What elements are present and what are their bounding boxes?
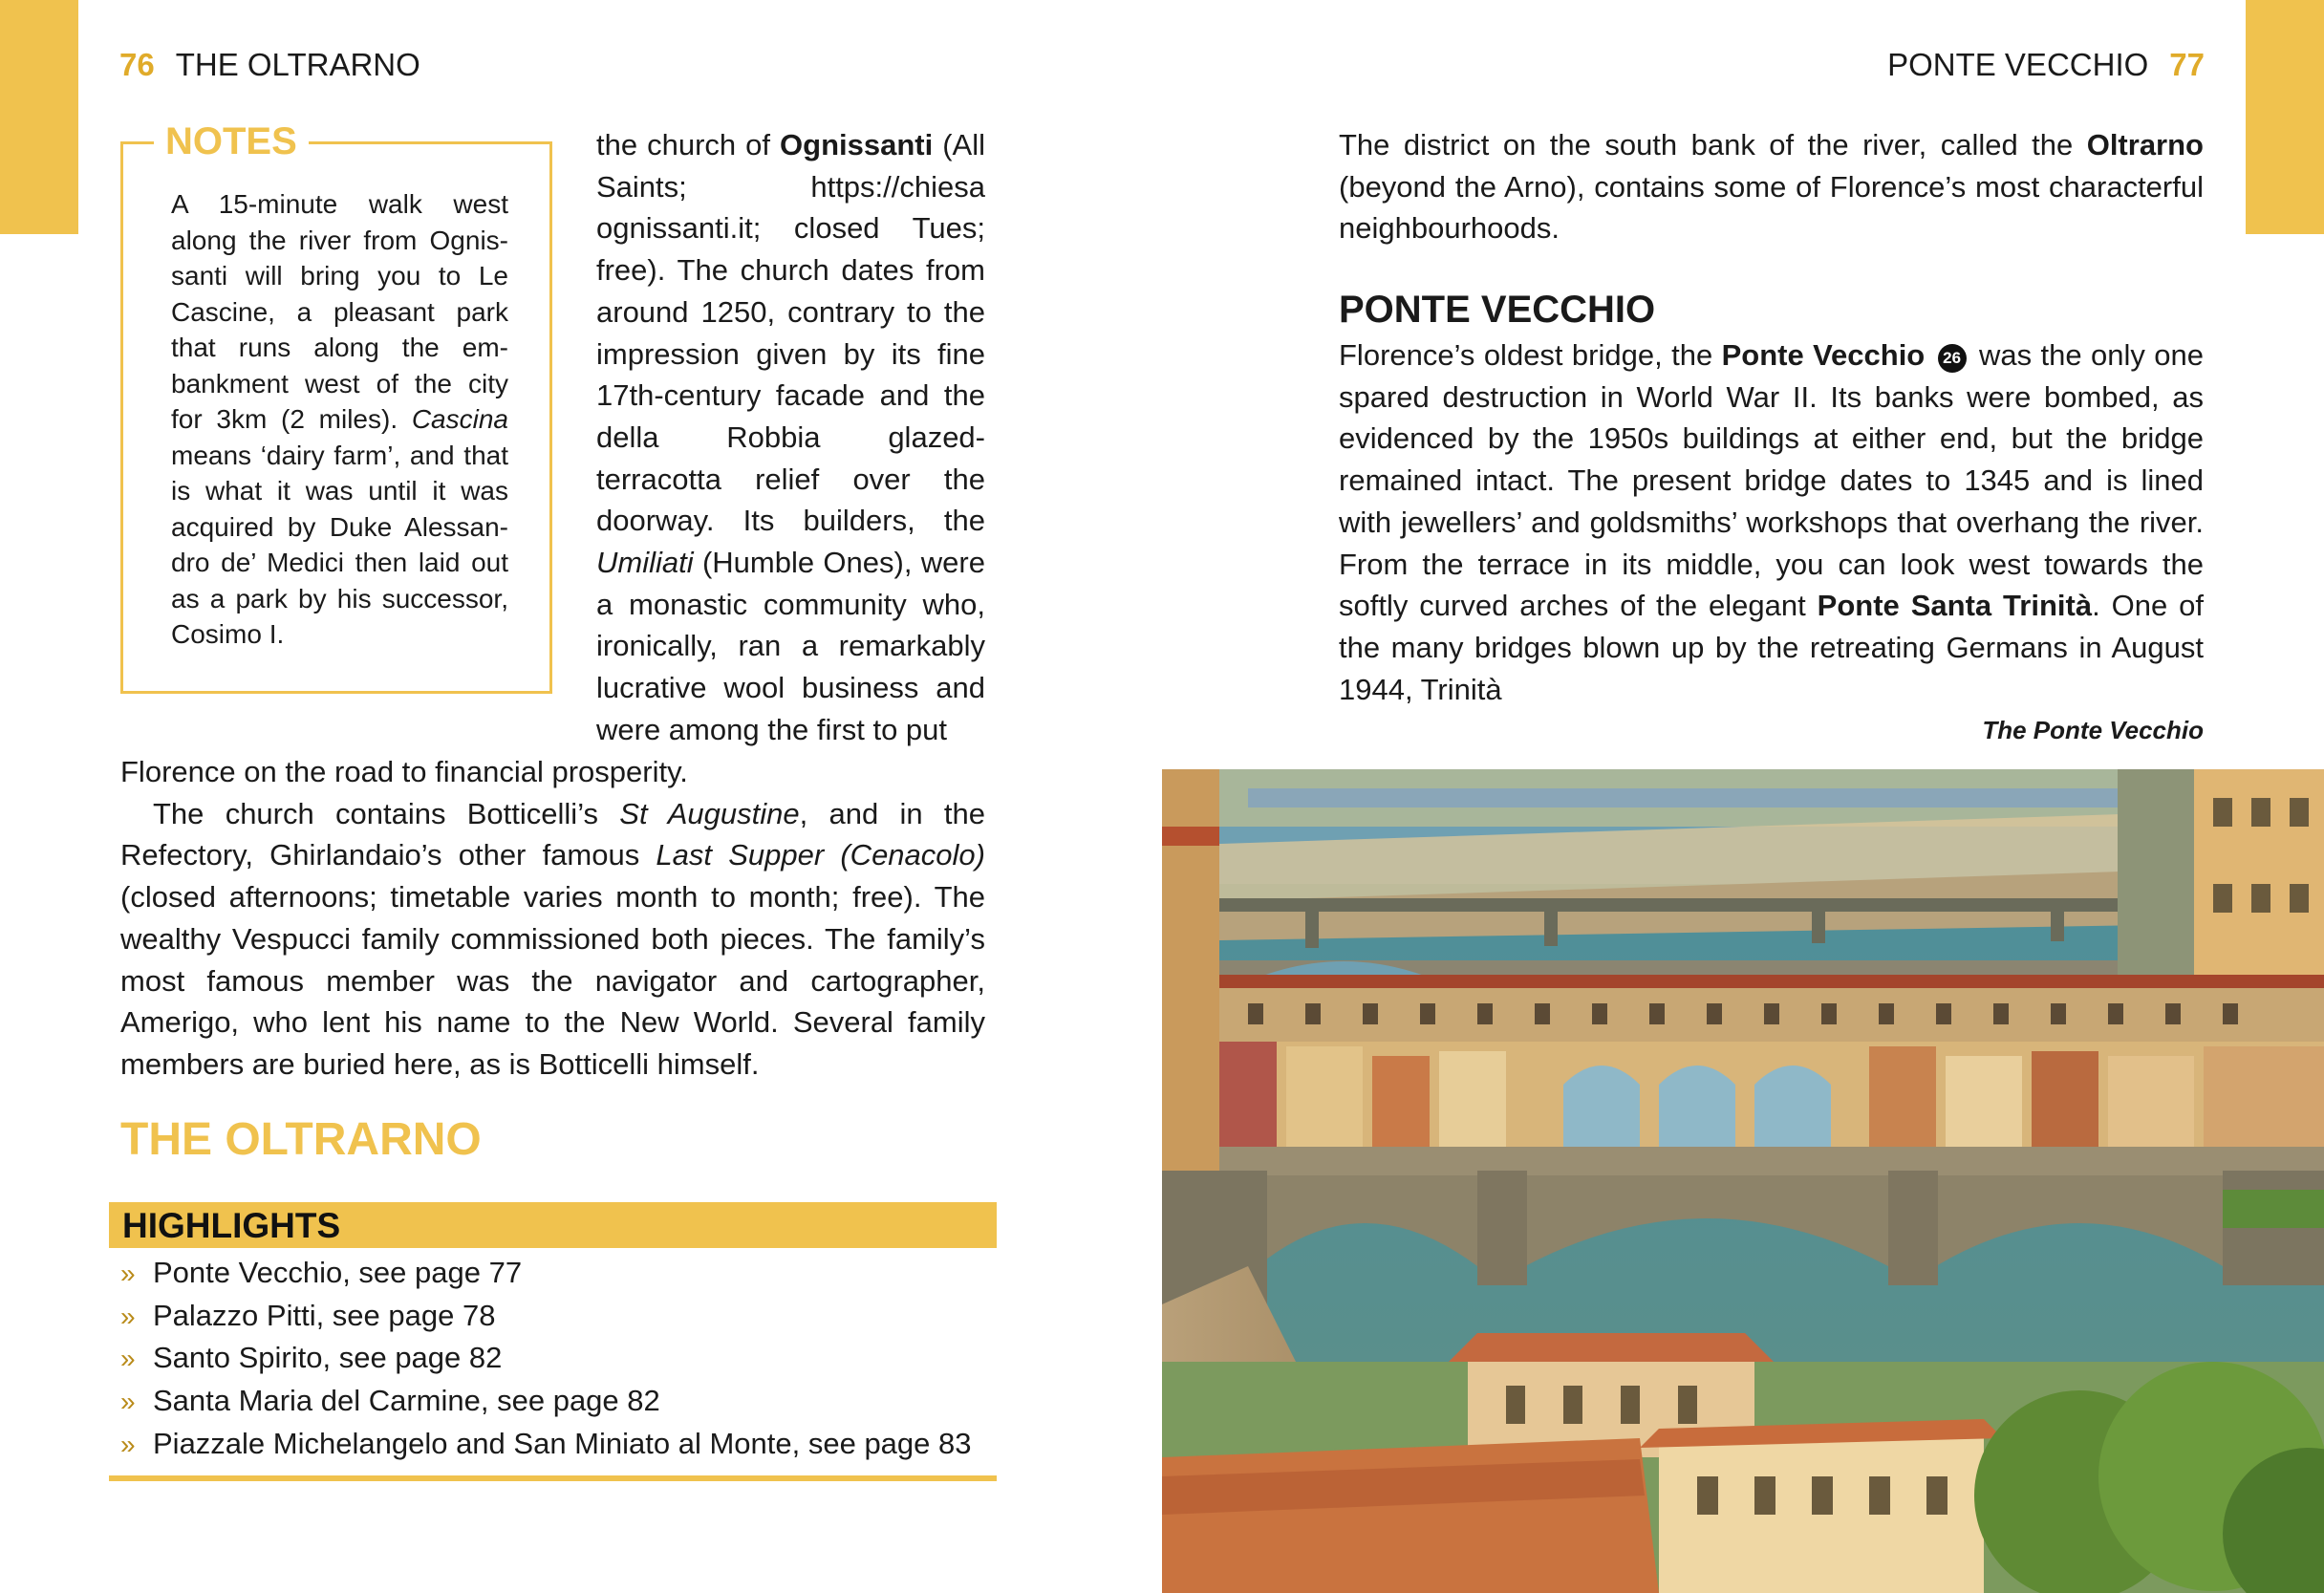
- ponte-vecchio-paragraph: [1339, 334, 2204, 710]
- photo-caption: The Ponte Vecchio: [1982, 716, 2204, 744]
- body-text: . One of the many bridges blown up by the retreating Germans in August 1944, Trinità: [1339, 589, 2204, 706]
- body-bold: Ognissanti: [780, 128, 934, 161]
- ognissanti-paragraph-continued: [120, 751, 985, 1086]
- bullet-marker: »: [120, 1387, 136, 1417]
- highlight-item-text: Palazzo Pitti, see page 78: [153, 1298, 496, 1332]
- ponte-vecchio-heading: PONTE VECCHIO: [1339, 289, 1656, 331]
- ponte-vecchio-illustration: [1162, 769, 2324, 1593]
- bullet-marker: »: [120, 1301, 136, 1331]
- body-bold: Ponte Santa Trinità: [1817, 589, 2093, 623]
- body-text: Florence’s oldest bridge, the: [1339, 338, 1722, 372]
- left-running-head: [119, 46, 420, 84]
- highlights-box: [109, 1202, 997, 1481]
- body-bold: Oltrarno: [2086, 128, 2204, 161]
- body-text: (beyond the Arno), contains some of Florence’s most characterful neighbourhoods.: [1339, 169, 2204, 246]
- body-text: (closed afternoons; timetable varies month to month; free). The wealthy Vespucci family commissioned both pieces. The family’s most famous member was the navigator and cartographer, Amerigo, who lent his name to the New World. Several family members are buried here, as is Botticelli himself.: [120, 880, 985, 1081]
- notes-text-italic: Cascina: [411, 404, 508, 434]
- body-bold: Ponte Vecchio: [1721, 338, 1926, 372]
- highlight-item: [120, 1337, 997, 1380]
- highlight-item: [120, 1380, 997, 1423]
- botticelli-paragraph: [120, 793, 985, 1086]
- left-page-tab: [0, 0, 78, 234]
- body-text: The church contains Botticelli’s: [153, 796, 620, 830]
- body-text: (Humble Ones), were a monastic community who, ironically, ran a remarkably lucrative wool business and were among the first to put: [596, 546, 985, 746]
- highlights-bottom-rule: [109, 1475, 997, 1481]
- highlight-item-text: Piazzale Michelangelo and San Miniato al Monte, see page 83: [153, 1426, 972, 1460]
- notes-text-part: means ‘dairy farm’, and that is what it was until it was acquired by Duke Alessan-dro de’ Medici then laid out as a park by his successor, Cosimo I.: [171, 440, 508, 649]
- body-text: , and in the Refectory, Ghirlandaio’s other famous: [120, 796, 985, 872]
- body-text: was the only one spared destruction in World War II. Its banks were bombed, as evidenced by the 1950s buildings at either end, but the bridge remained intact. The present bridge dates to 1345 and is lined with jewellers’ and goldsmiths’ workshops that overhang the river. From the terrace in its middle, you can look west towards the softly curved arches of the elegant: [1339, 338, 2204, 623]
- body-italic: Last Supper (Cenacolo): [656, 838, 985, 872]
- highlight-item-text: Santo Spirito, see page 82: [153, 1341, 503, 1375]
- highlights-title: HIGHLIGHTS: [109, 1202, 997, 1248]
- notes-text-part: A 15-minute walk west along the river from Ognis-santi will bring you to Le Cascine, a pleasant park that runs along the em-bankment west of the city for 3km (2 miles).: [171, 189, 508, 434]
- paragraph-continuation: Florence on the road to financial prosperity.: [120, 755, 688, 788]
- body-italic: Umiliati: [596, 546, 694, 580]
- highlight-item: [120, 1295, 997, 1338]
- bullet-marker: »: [120, 1429, 136, 1459]
- notes-text: [171, 186, 508, 653]
- notes-box: [120, 120, 552, 694]
- highlights-list: [109, 1248, 997, 1466]
- right-running-head: [1887, 46, 2205, 84]
- map-reference-badge: 26: [1938, 344, 1967, 373]
- ponte-vecchio-photo: [1162, 769, 2324, 1593]
- right-page-number: 77: [2169, 47, 2205, 82]
- left-page-number: 76: [119, 47, 155, 82]
- body-text: (All Saints; https://chiesa ognissanti.it; closed Tues; free). The church dates from around 1250, contrary to the impression given by its fine 17th-century facade and the della Robbia glazed-terracotta relief over the doorway. Its builders, the: [596, 128, 985, 538]
- notes-title: NOTES: [154, 119, 309, 163]
- section-heading: THE OLTRARNO: [120, 1114, 482, 1165]
- highlight-item-text: Santa Maria del Carmine, see page 82: [153, 1384, 660, 1418]
- bullet-marker: »: [120, 1259, 136, 1288]
- ognissanti-paragraph-column: [596, 124, 985, 751]
- highlight-item: [120, 1423, 997, 1466]
- body-text: The district on the south bank of the river, called the: [1339, 128, 2087, 161]
- bullet-marker: »: [120, 1344, 136, 1374]
- body-italic: St Augustine: [619, 796, 800, 830]
- highlight-item-text: Ponte Vecchio, see page 77: [153, 1256, 523, 1289]
- right-running-head-text: PONTE VECCHIO: [1887, 47, 2149, 82]
- body-text: the church of: [596, 128, 781, 161]
- right-page-tab: [2246, 0, 2324, 234]
- left-running-head-text: THE OLTRARNO: [175, 47, 420, 82]
- oltrarno-intro-paragraph: [1339, 124, 2204, 249]
- highlight-item: [120, 1252, 997, 1295]
